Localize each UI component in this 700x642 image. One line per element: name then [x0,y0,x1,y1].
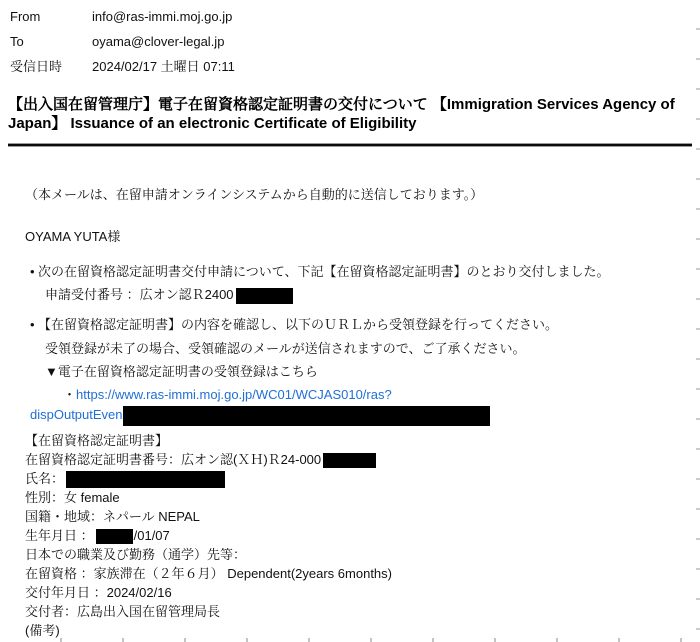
auto-send-note: （本メールは、在留申請オンラインシステムから自動的に送信しております。） [25,187,484,202]
email-body [0,185,700,640]
redaction-box-link [123,406,490,426]
from-address: info@ras-immi.moj.go.jp [92,9,233,24]
separator-rule [8,143,692,147]
issuance-notice-line [30,262,690,281]
nationality-line: 国籍・地域：ネパール NEPAL [25,508,200,524]
certificate-number-line [25,450,690,469]
status-line: 在留資格 ：家族滞在（２年６月） Dependent(2years 6months) [25,565,392,581]
from-label: From [10,9,41,24]
to-label: To [10,34,24,49]
to-row [10,29,700,54]
name-line [25,469,690,488]
redaction-box-application-number [236,288,293,304]
received-date-value: 2024/02/17 土曜日 07:11 [92,59,235,74]
gender-line: 性別：女 female [25,489,120,505]
registration-pending-note: 受領登録が未了の場合、受領確認のメールが送信されますので、ご了承ください。 [45,341,526,356]
email-subject: 【出入国在留管理庁】電子在留資格認定証明書の交付について 【Immigration Services Agency of Japan】 Issuance of an electronic Certificate of Eligibility [8,96,675,132]
occupation-line: 日本での職業及び勤務（通学）先等： [25,546,247,562]
received-date-label: 受信日時 [10,59,63,74]
issue-date-line: 交付年月日 ：2024/02/16 [25,584,172,600]
birthdate-suffix: /01/07 [133,527,170,543]
remarks-line: (備考) [25,622,60,638]
recipient-name: OYAMA YUTA様 [25,229,121,244]
application-number-label: 申請受付番号 ：広オン認Ｒ2400 [45,287,234,302]
registration-link-wrap-line [30,405,690,426]
issuance-notice-text: 次の在留資格認定証明書交付申請について、下記【在留資格認定証明書】のとおり交付しました。 [38,264,610,279]
received-date-row [10,54,700,79]
redaction-box-name [66,471,225,488]
confirm-instruction-text: 【在留資格認定証明書】の内容を確認し、以下のＵＲＬから受領登録を行ってください。 [38,317,559,332]
to-address: oyama@clover-legal.jp [92,34,225,49]
certificate-heading: 【在留資格認定証明書】 [25,432,169,448]
link-bullet: ・ [63,387,77,402]
name-label: 氏名： [25,470,65,486]
bullet-icon: • [30,264,35,279]
bullet-icon: • [30,317,35,332]
email-header [0,0,700,79]
redaction-box-certificate-number [323,453,376,468]
birthdate-line [25,526,690,545]
application-number-line [45,285,690,304]
birthdate-label: 生年月日 ： [25,527,94,543]
from-row [10,4,700,29]
certificate-number-label: 在留資格認定証明書番号：広オン認(ＸＨ)Ｒ24-000 [25,451,322,467]
redaction-box-birth-year [96,529,133,544]
confirm-instruction-line [30,315,690,334]
issuer-line: 交付者：広島出入国在留管理局長 [25,603,221,619]
receipt-registration-link-continuation[interactable]: dispOutputEven [30,407,123,422]
receipt-registration-link[interactable]: https://www.ras-immi.moj.go.jp/WC01/WCJAS010/ras? [76,387,392,402]
registration-here-label: ▼電子在留資格認定証明書の受領登録はこちら [45,364,318,379]
registration-link-line [63,385,690,404]
